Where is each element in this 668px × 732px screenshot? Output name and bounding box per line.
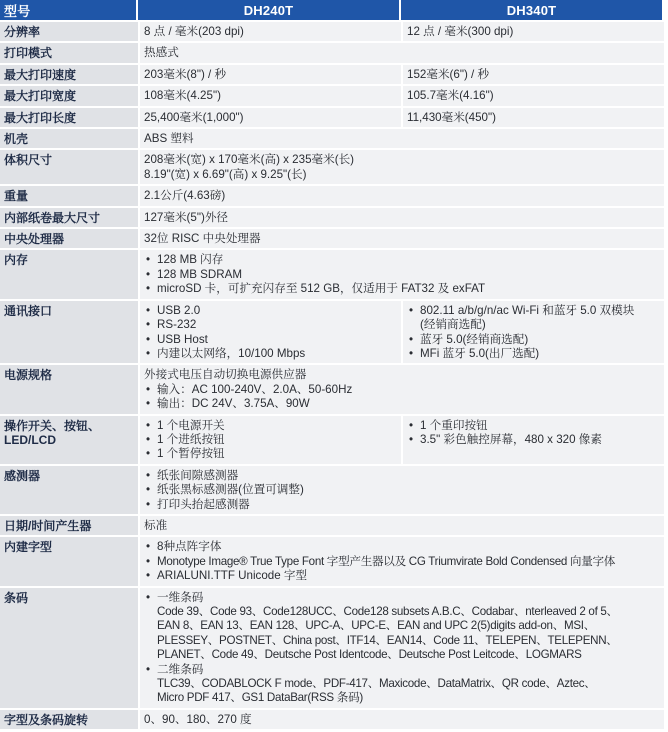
controls-list-right — [407, 419, 660, 448]
list-item: • ARIALUNI.TTF Unicode 字型 — [144, 569, 660, 583]
wifi-option: 802.11 a/b/g/n/ac Wi-Fi 和蓝牙 5.0 双模块 — [420, 303, 635, 317]
value-shared: 2.1公斤(4.63磅) — [138, 186, 664, 207]
fonts-list — [144, 540, 660, 583]
header-model-dh340t: DH340T — [401, 0, 664, 22]
value-dh340t: 105.7毫米(4.16") — [401, 86, 664, 107]
row-weight — [0, 186, 664, 207]
list-item — [144, 663, 660, 706]
value-shared — [138, 150, 664, 186]
value-shared — [138, 537, 664, 587]
value-shared: 热感式 — [138, 43, 664, 64]
row-label: 内存 — [0, 250, 138, 300]
value-dh240t: 108毫米(4.25") — [138, 86, 401, 107]
list-item: • USB 2.0 — [144, 304, 397, 318]
interface-list-left — [144, 304, 397, 362]
row-rtc — [0, 516, 664, 537]
row-max-width — [0, 86, 664, 107]
row-dimensions — [0, 150, 664, 186]
list-item: • microSD 卡，可扩充闪存至 512 GB，仅适用于 FAT32 及 exFAT — [144, 282, 660, 296]
row-label: 机壳 — [0, 129, 138, 150]
header-label: 型号 — [0, 0, 138, 22]
row-label: 分辨率 — [0, 22, 138, 43]
list-item: • 纸张黑标感测器(位置可调整) — [144, 483, 660, 497]
list-item: • RS-232 — [144, 318, 397, 332]
row-controls — [0, 416, 664, 466]
sensors-list — [144, 469, 660, 512]
list-item — [144, 591, 660, 663]
row-label: 打印模式 — [0, 43, 138, 64]
value-dh240t: 25,400毫米(1,000") — [138, 108, 401, 129]
list-item: • 内建以太网络，10/100 Mbps — [144, 347, 397, 361]
row-barcodes — [0, 588, 664, 710]
value-shared: ABS 塑料 — [138, 129, 664, 150]
barcodes-2d-title: 二维条码 — [157, 662, 204, 676]
row-label: 内建字型 — [0, 537, 138, 587]
row-label: 最大打印长度 — [0, 108, 138, 129]
value-shared: 标准 — [138, 516, 664, 537]
list-item: • 纸张间隙感测器 — [144, 469, 660, 483]
row-label: 通讯接口 — [0, 301, 138, 366]
value-shared — [138, 588, 664, 710]
list-item: • 蓝牙 5.0(经销商选配) — [407, 333, 660, 347]
list-item: • 1 个暂停按钮 — [144, 447, 397, 461]
row-cpu — [0, 229, 664, 250]
row-fonts — [0, 537, 664, 587]
row-label-line: 操作开关、按钮、 — [4, 418, 101, 433]
row-roll-size — [0, 208, 664, 229]
row-memory — [0, 250, 664, 300]
list-item: • 8种点阵字体 — [144, 540, 660, 554]
row-interface — [0, 301, 664, 366]
value-shared — [138, 466, 664, 516]
value-left — [138, 416, 401, 466]
row-rotation — [0, 710, 664, 731]
value-shared — [138, 365, 664, 415]
list-item: • 输入：AC 100-240V、2.0A、50-60Hz — [144, 383, 660, 397]
row-label: 中央处理器 — [0, 229, 138, 250]
header-row — [0, 0, 664, 22]
interface-list-right — [407, 304, 660, 362]
value-dh340t: 12 点 / 毫米(300 dpi) — [401, 22, 664, 43]
controls-list-left — [144, 419, 397, 462]
barcodes-list — [144, 591, 660, 706]
row-label: 字型及条码旋转 — [0, 710, 138, 731]
dimensions-metric: 208毫米(宽) x 170毫米(高) x 235毫米(长) — [144, 153, 355, 167]
barcodes-1d-line: PLANET、Code 49、Deutsche Post Identcode、Deutsche Post Leitcode、LOGMARS — [157, 648, 582, 662]
barcodes-1d-title: 一维条码 — [157, 590, 204, 604]
value-dh240t: 8 点 / 毫米(203 dpi) — [138, 22, 401, 43]
row-label: 日期/时间产生器 — [0, 516, 138, 537]
value-right — [401, 416, 664, 466]
list-item: • 1 个进纸按钮 — [144, 433, 397, 447]
dimensions-imperial: 8.19"(宽) x 6.69"(高) x 9.25"(长) — [144, 167, 307, 181]
list-item — [407, 304, 660, 333]
value-left — [138, 301, 401, 366]
value-right — [401, 301, 664, 366]
value-shared — [138, 250, 664, 300]
list-item: • 3.5" 彩色触控屏幕，480 x 320 像素 — [407, 433, 660, 447]
value-shared: 127毫米(5")外径 — [138, 208, 664, 229]
row-housing — [0, 129, 664, 150]
barcodes-1d-line: PLESSEY、POSTNET、China post、ITF14、EAN14、Code 11、TELEPEN、TELEPENN、 — [157, 633, 618, 647]
row-label: 最大打印速度 — [0, 65, 138, 86]
row-label: 最大打印宽度 — [0, 86, 138, 107]
list-item: • 128 MB SDRAM — [144, 268, 660, 282]
list-item: • 打印头抬起感测器 — [144, 498, 660, 512]
memory-list — [144, 253, 660, 296]
row-sensors — [0, 466, 664, 516]
value-shared: 0、90、180、270 度 — [138, 710, 664, 731]
value-dh340t: 152毫米(6") / 秒 — [401, 65, 664, 86]
list-item: • 输出：DC 24V、3.75A、90W — [144, 397, 660, 411]
row-label-line: LED/LCD — [4, 432, 56, 447]
barcodes-2d-line: Micro PDF 417、GS1 DataBar(RSS 条码) — [157, 691, 363, 705]
list-item: • 128 MB 闪存 — [144, 253, 660, 267]
power-intro: 外接式电压自动切换电源供应器 — [144, 368, 307, 382]
row-label: 体积尺寸 — [0, 150, 138, 186]
value-dh340t: 11,430毫米(450") — [401, 108, 664, 129]
value-shared: 32位 RISC 中央处理器 — [138, 229, 664, 250]
barcodes-1d-line: EAN 8、EAN 13、EAN 128、UPC-A、UPC-E、EAN and UPC 2(5)digits add-on、MSI、 — [157, 619, 596, 633]
row-resolution — [0, 22, 664, 43]
row-label: 电源规格 — [0, 365, 138, 415]
power-list — [144, 383, 660, 412]
row-label: 内部纸卷最大尺寸 — [0, 208, 138, 229]
header-model-dh240t: DH240T — [138, 0, 401, 22]
row-power — [0, 365, 664, 415]
list-item: • Monotype Image® True Type Font 字型产生器以及 CG Triumvirate Bold Condensed 向量字体 — [144, 555, 660, 569]
row-label: 感测器 — [0, 466, 138, 516]
list-item: • USB Host — [144, 333, 397, 347]
row-max-speed — [0, 65, 664, 86]
list-item: • 1 个重印按钮 — [407, 419, 660, 433]
row-label: 重量 — [0, 186, 138, 207]
row-print-mode — [0, 43, 664, 64]
barcodes-1d-line: Code 39、Code 93、Code128UCC、Code128 subsets A.B.C、Codabar、nterleaved 2 of 5、 — [157, 605, 618, 618]
row-max-length — [0, 108, 664, 129]
barcodes-2d-line: TLC39、CODABLOCK F mode、PDF-417、Maxicode、DataMatrix、QR code、Aztec、 — [157, 677, 596, 691]
value-dh240t: 203毫米(8") / 秒 — [138, 65, 401, 86]
row-label — [0, 416, 138, 466]
row-label: 条码 — [0, 588, 138, 710]
list-item: • MFi 蓝牙 5.0(出厂选配) — [407, 347, 660, 361]
list-item: • 1 个电源开关 — [144, 419, 397, 433]
wifi-option-note: (经销商选配) — [420, 318, 486, 332]
